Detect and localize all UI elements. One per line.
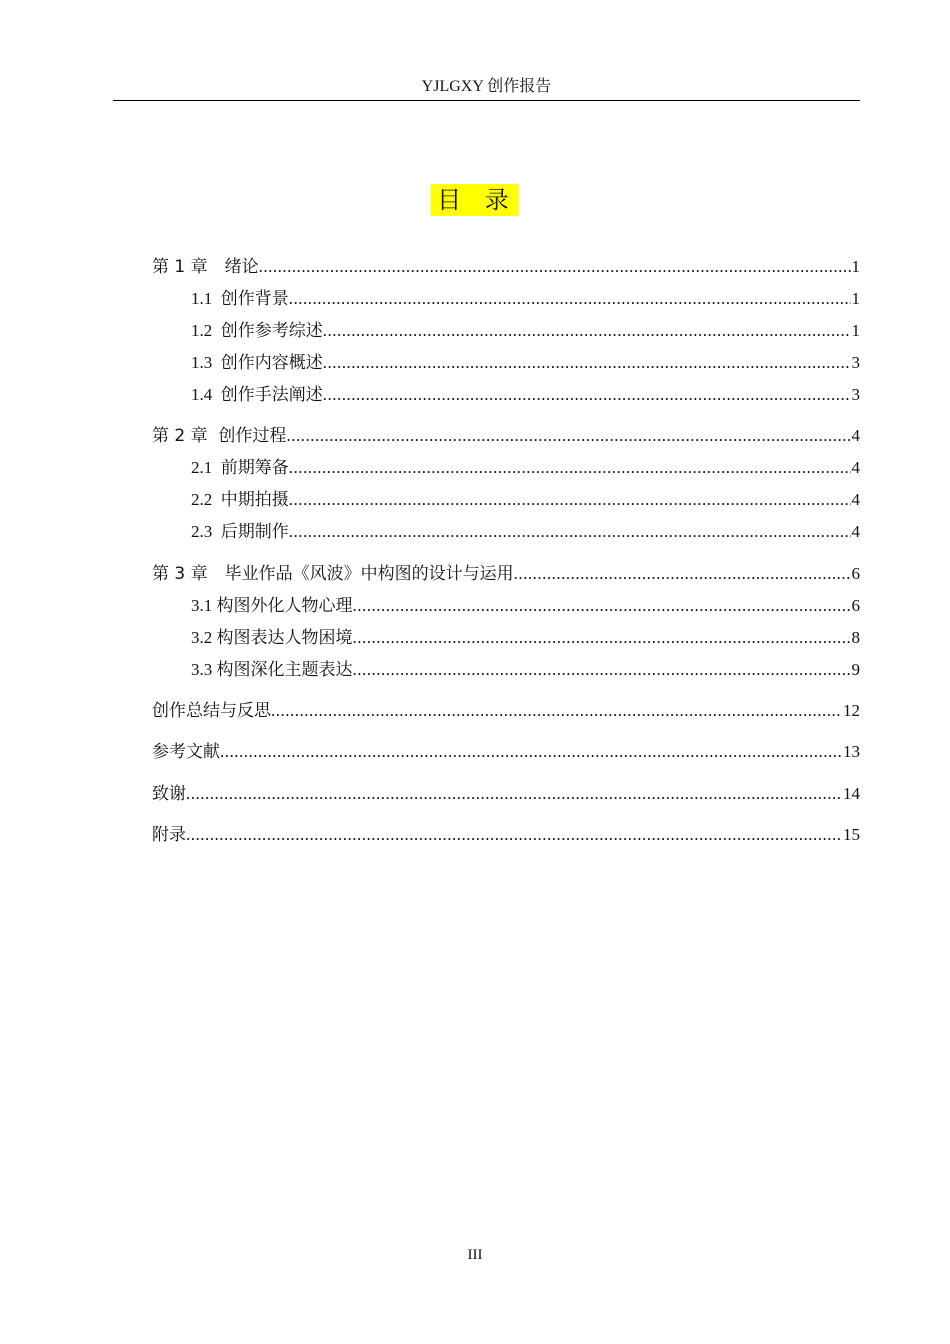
toc-entry-label: 1.2 创作参考综述 <box>191 321 323 340</box>
toc-dot-leader <box>220 741 842 763</box>
toc-entry-page: 6 <box>851 596 860 615</box>
toc-entry-label: 第 2 章 创作过程 <box>152 426 287 446</box>
toc-entry-page: 1 <box>851 289 860 308</box>
toc-entry[interactable] <box>191 627 860 649</box>
toc-dot-leader <box>353 595 851 617</box>
toc-entry[interactable] <box>191 659 860 681</box>
toc-entry[interactable] <box>152 256 860 278</box>
toc-entry[interactable] <box>191 489 860 511</box>
toc-entry[interactable] <box>191 595 860 617</box>
toc-dot-leader <box>323 384 851 406</box>
toc-entry-label: 1.1 创作背景 <box>191 289 289 308</box>
toc-entry-label: 2.1 前期筹备 <box>191 458 289 477</box>
toc-entry[interactable] <box>152 741 860 763</box>
toc-entry-page: 3 <box>851 353 860 372</box>
toc-entry-page: 3 <box>851 385 860 404</box>
toc-dot-leader <box>286 425 850 447</box>
toc-entry-label: 致谢 <box>152 784 186 804</box>
toc-entry[interactable] <box>152 824 860 846</box>
toc-dot-leader <box>186 824 842 846</box>
toc-entry-page: 6 <box>851 564 860 583</box>
toc-entry-page: 4 <box>851 490 860 509</box>
toc-entry-page: 15 <box>843 825 860 844</box>
toc-entry-page: 1 <box>851 257 860 276</box>
toc-dot-leader <box>353 659 851 681</box>
toc-entry-page: 4 <box>851 522 860 541</box>
toc-entry[interactable] <box>152 783 860 805</box>
toc-entry-label: 2.2 中期拍摄 <box>191 490 289 509</box>
toc-entry-label: 3.2 构图表达人物困境 <box>191 628 353 647</box>
toc-entry-label: 1.3 创作内容概述 <box>191 353 323 372</box>
toc-dot-leader <box>289 457 851 479</box>
toc-dot-leader <box>353 627 851 649</box>
toc-entry-page: 1 <box>851 321 860 340</box>
running-header: YJLGXY 创作报告 <box>421 78 552 95</box>
toc-entry-label: 附录 <box>152 825 186 845</box>
toc-entry-label: 3.1 构图外化人物心理 <box>191 596 353 615</box>
toc-entry[interactable] <box>152 700 860 722</box>
toc-entry-label: 2.3 后期制作 <box>191 522 289 541</box>
toc-entry-page: 13 <box>843 742 860 761</box>
toc-entry[interactable] <box>191 384 860 406</box>
toc-dot-leader <box>259 256 851 278</box>
page-number: III <box>467 1247 483 1263</box>
toc-entry-page: 14 <box>843 784 860 803</box>
toc-dot-leader <box>186 783 842 805</box>
toc-entry-page: 12 <box>843 701 860 720</box>
toc-title-text: 目 录 <box>431 184 519 216</box>
toc-entry-label: 参考文献 <box>152 742 220 762</box>
toc-entry-label: 3.3 构图深化主题表达 <box>191 660 353 679</box>
header-rule <box>113 100 860 101</box>
toc-entry[interactable] <box>152 425 860 447</box>
toc-dot-leader <box>289 489 851 511</box>
toc-entry-page: 9 <box>851 660 860 679</box>
toc-entry-label: 第 3 章 毕业作品《风波》中构图的设计与运用 <box>152 564 514 584</box>
toc-entry[interactable] <box>191 288 860 310</box>
toc-dot-leader <box>271 700 842 722</box>
toc-entry[interactable] <box>191 521 860 543</box>
toc-title <box>0 184 950 216</box>
toc-dot-leader <box>289 288 851 310</box>
toc-dot-leader <box>323 320 851 342</box>
toc-dot-leader <box>289 521 851 543</box>
toc-dot-leader <box>323 352 851 374</box>
toc-entry[interactable] <box>191 352 860 374</box>
toc-entry[interactable] <box>191 457 860 479</box>
toc-entry-label: 第 1 章 绪论 <box>152 257 259 277</box>
toc-entry[interactable] <box>152 563 860 585</box>
toc-entry-page: 8 <box>851 628 860 647</box>
toc-entry-page: 4 <box>851 458 860 477</box>
toc-entry[interactable] <box>191 320 860 342</box>
toc-entry-label: 创作总结与反思 <box>152 701 271 721</box>
toc-entry-label: 1.4 创作手法阐述 <box>191 385 323 404</box>
toc-dot-leader <box>514 563 851 585</box>
toc-entry-page: 4 <box>851 426 860 445</box>
